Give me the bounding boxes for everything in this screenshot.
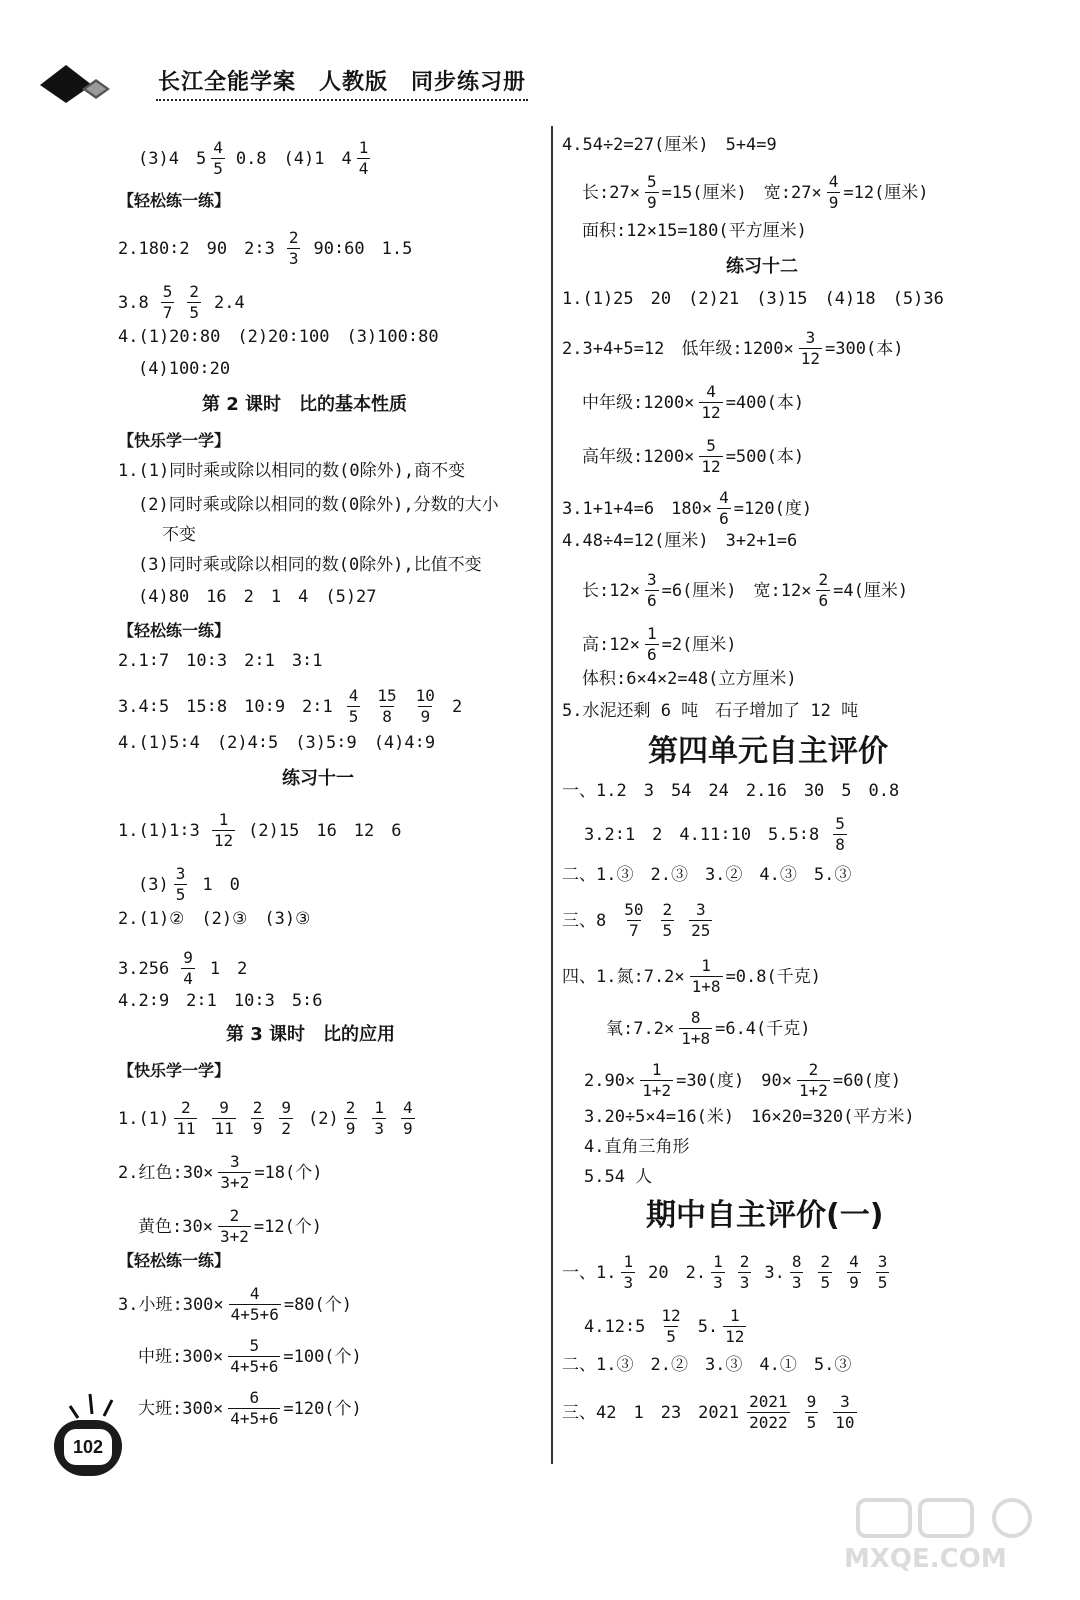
fraction: $\frac{4}{9}$ bbox=[403, 1098, 413, 1138]
unit-title: 第四单元自主评价 bbox=[648, 734, 888, 769]
fraction: $\frac{4}{9}$ bbox=[828, 172, 839, 212]
fraction: $\frac{1}{3}$ bbox=[713, 1252, 723, 1292]
header-title: 长江全能学案 人教版 同步练习册 bbox=[158, 69, 527, 95]
answer-line: 2.3+4+5=12 低年级:1200× $\frac{3}{12}$ =300(本) bbox=[562, 328, 904, 368]
fraction: $\frac{5}{12}$ bbox=[701, 436, 721, 476]
unit-title: 期中自主评价(一) bbox=[646, 1198, 884, 1233]
page-number-badge bbox=[42, 1390, 132, 1490]
fraction: $\frac{3}{5}$ bbox=[877, 1252, 888, 1292]
book-logo-icon bbox=[38, 63, 118, 105]
watermark-text: MXQE.COM bbox=[844, 1544, 1007, 1574]
answer-line: (3) $\frac{3}{5}$ 1 0 bbox=[138, 864, 240, 904]
answer-line: (2)同时乘或除以相同的数(0除外),分数的大小 bbox=[138, 495, 499, 515]
fraction: $\frac{50}{7}$ bbox=[624, 900, 644, 940]
fraction: $\frac{1}{6}$ bbox=[646, 624, 657, 664]
section-heading: 第 3 课时 比的应用 bbox=[226, 1024, 396, 1045]
header-divider bbox=[156, 99, 528, 101]
fraction: $\frac{2}{5}$ bbox=[662, 900, 673, 940]
fraction: $\frac{2}{3}$ bbox=[288, 228, 299, 268]
fraction: $\frac{9}{4}$ bbox=[183, 948, 193, 988]
answer-line: 1.(1)同时乘或除以相同的数(0除外),商不变 bbox=[118, 461, 466, 481]
fraction: $\frac{3}{10}$ bbox=[835, 1392, 855, 1432]
fraction: $\frac{10}{9}$ bbox=[415, 686, 435, 726]
answer-line: 4.(1)5∶4 (2)4∶5 (3)5∶9 (4)4∶9 bbox=[118, 733, 436, 753]
section-tag: 【轻松练一练】 bbox=[118, 1251, 231, 1270]
fraction: $\frac{6}{4+5+6}$ bbox=[230, 1388, 279, 1428]
answer-line: 不变 bbox=[162, 525, 196, 545]
answer-line: 4.直角三角形 bbox=[584, 1137, 690, 1157]
fraction: $\frac{1}{12}$ bbox=[213, 810, 234, 850]
fraction: $\frac{1}{4}$ bbox=[358, 138, 369, 178]
section-tag: 【快乐学一学】 bbox=[118, 431, 231, 450]
answer-line: (3)同时乘或除以相同的数(0除外),比值不变 bbox=[138, 555, 482, 575]
answer-line: 5.水泥还剩 6 吨 石子增加了 12 吨 bbox=[562, 701, 859, 721]
answer-line: 三、8 $\frac{50}{7}$ $\frac{2}{5}$ $\frac{3}{25}$ bbox=[562, 900, 711, 940]
page-number: 102 bbox=[64, 1429, 112, 1465]
fraction: $\frac{2}{3+2}$ bbox=[219, 1206, 249, 1246]
fraction: $\frac{3}{25}$ bbox=[691, 900, 711, 940]
answer-line: 4.(1)20∶80 (2)20∶100 (3)100∶80 bbox=[118, 327, 439, 347]
fraction: $\frac{5}{9}$ bbox=[646, 172, 657, 212]
answer-line: 二、1.③ 2.③ 3.② 4.③ 5.③ bbox=[562, 865, 852, 885]
fraction: $\frac{4}{12}$ bbox=[701, 382, 721, 422]
fraction: $\frac{2}{1+2}$ bbox=[798, 1060, 828, 1100]
section-heading: 练习十一 bbox=[282, 768, 354, 789]
answer-line: 大班:300× $\frac{6}{4+5+6}$ =120(个) bbox=[138, 1388, 362, 1428]
fraction: $\frac{2}{5}$ bbox=[189, 282, 199, 322]
fraction: $\frac{1}{1+2}$ bbox=[642, 1060, 672, 1100]
fraction: $\frac{5}{7}$ bbox=[162, 282, 173, 322]
fraction: $\frac{4}{9}$ bbox=[849, 1252, 859, 1292]
answer-line: 1.(1)1∶3 $\frac{1}{12}$ (2)15 16 12 6 bbox=[118, 810, 402, 850]
answer-line: 中班:300× $\frac{5}{4+5+6}$ =100(个) bbox=[138, 1336, 362, 1376]
column-divider bbox=[551, 126, 553, 1464]
fraction: $\frac{4}{5}$ bbox=[348, 686, 359, 726]
fraction: $\frac{3}{5}$ bbox=[175, 864, 186, 904]
answer-line: 3.4∶5 15∶8 10∶9 2∶1 $\frac{4}{5}$ $\frac{15}{8}$ $\frac{10}{9}$ 2 bbox=[118, 686, 463, 726]
answer-line: 高:12× $\frac{1}{6}$ =2(厘米) bbox=[582, 624, 737, 664]
section-heading: 练习十二 bbox=[726, 256, 798, 277]
answer-line: 3.8 $\frac{5}{7}$ $\frac{2}{5}$ 2.4 bbox=[118, 282, 245, 322]
fraction: $\frac{9}{2}$ bbox=[281, 1098, 291, 1138]
answer-line: 1.(1) $\frac{2}{11}$ $\frac{9}{11}$ $\frac{2}{9}$ $\frac{9}{2}$ (2) $\frac{2}{9}$ $\frac{1}{3}$ $\frac{4}{9}$ bbox=[118, 1098, 413, 1138]
answer-line: 1.(1)25 20 (2)21 (3)15 (4)18 (5)36 bbox=[562, 289, 944, 309]
section-tag: 【轻松练一练】 bbox=[118, 621, 231, 640]
watermark-logo-icon bbox=[854, 1494, 1044, 1540]
answer-line: 二、1.③ 2.② 3.③ 4.① 5.③ bbox=[562, 1355, 852, 1375]
answer-line: 2.180∶2 90 2∶3 $\frac{2}{3}$ 90∶60 1.5 bbox=[118, 228, 413, 268]
section-tag: 【轻松练一练】 bbox=[118, 191, 231, 210]
fraction: $\frac{2}{9}$ bbox=[345, 1098, 356, 1138]
answer-line: 中年级:1200× $\frac{4}{12}$ =400(本) bbox=[582, 382, 805, 422]
answer-line: 3.20÷5×4=16(米) 16×20=320(平方米) bbox=[584, 1107, 915, 1127]
answer-line: (3)4 5 $\frac{4}{5}$ 0.8 (4)1 4 $\frac{1}{4}$ bbox=[138, 138, 369, 178]
fraction: $\frac{2}{5}$ bbox=[820, 1252, 831, 1292]
fraction: $\frac{8}{3}$ bbox=[791, 1252, 802, 1292]
answer-line: 4.48÷4=12(厘米) 3+2+1=6 bbox=[562, 531, 798, 551]
fraction: $\frac{4}{4+5+6}$ bbox=[230, 1284, 279, 1324]
fraction: $\frac{2021}{2022}$ bbox=[749, 1392, 788, 1432]
fraction: $\frac{1}{3}$ bbox=[374, 1098, 384, 1138]
page-header bbox=[38, 55, 527, 105]
answer-line: 5.54 人 bbox=[584, 1167, 653, 1187]
answer-line: 2.1∶7 10∶3 2∶1 3∶1 bbox=[118, 651, 323, 671]
answer-line: 氧:7.2× $\frac{8}{1+8}$ =6.4(千克) bbox=[606, 1008, 811, 1048]
answer-line: 黄色:30× $\frac{2}{3+2}$ =12(个) bbox=[138, 1206, 323, 1246]
fraction: $\frac{15}{8}$ bbox=[377, 686, 397, 726]
fraction: $\frac{12}{5}$ bbox=[661, 1306, 681, 1346]
answer-line: 一、1.2 3 54 24 2.16 30 5 0.8 bbox=[562, 781, 900, 801]
sparkle-icon bbox=[62, 1390, 122, 1424]
fraction: $\frac{2}{11}$ bbox=[176, 1098, 196, 1138]
answer-line: 3.256 $\frac{9}{4}$ 1 2 bbox=[118, 948, 248, 988]
answer-line: 三、42 1 23 2021 $\frac{2021}{2022}$ $\frac{9}{5}$ $\frac{3}{10}$ bbox=[562, 1392, 855, 1432]
answer-line: (4)80 16 2 1 4 (5)27 bbox=[138, 587, 377, 607]
answer-line: 4.54÷2=27(厘米) 5+4=9 bbox=[562, 135, 777, 155]
fraction: $\frac{2}{3}$ bbox=[739, 1252, 750, 1292]
answer-line: 2.(1)② (2)③ (3)③ bbox=[118, 909, 311, 929]
section-heading: 第 2 课时 比的基本性质 bbox=[202, 394, 408, 415]
fraction: $\frac{5}{8}$ bbox=[835, 814, 845, 854]
fraction: $\frac{3}{12}$ bbox=[800, 328, 821, 368]
fraction: $\frac{4}{5}$ bbox=[213, 138, 223, 178]
answer-line: 长:27× $\frac{5}{9}$ =15(厘米) 宽:27× $\frac{4}{9}$ =12(厘米) bbox=[582, 172, 929, 212]
answer-line: 3.小班:300× $\frac{4}{4+5+6}$ =80(个) bbox=[118, 1284, 353, 1324]
answer-line: 面积:12×15=180(平方厘米) bbox=[582, 221, 807, 241]
watermark bbox=[844, 1494, 1054, 1574]
answer-line: 4.2∶9 2∶1 10∶3 5∶6 bbox=[118, 991, 323, 1011]
answer-line: 4.12∶5 $\frac{12}{5}$ 5. $\frac{1}{12}$ bbox=[584, 1306, 745, 1346]
answer-line: 高年级:1200× $\frac{5}{12}$ =500(本) bbox=[582, 436, 805, 476]
fraction: $\frac{2}{6}$ bbox=[818, 570, 829, 610]
answer-line: 体积:6×4×2=48(立方厘米) bbox=[582, 669, 797, 689]
fraction: $\frac{5}{4+5+6}$ bbox=[230, 1336, 279, 1376]
answer-line: 一、1. $\frac{1}{3}$ 20 2. $\frac{1}{3}$ $\frac{2}{3}$ 3. $\frac{8}{3}$ $\frac{2}{5}$ $\frac{4}{9}$ $\frac{3}{5}$ bbox=[562, 1252, 888, 1292]
answer-line: 3.2∶1 2 4.11∶10 5.5∶8 $\frac{5}{8}$ bbox=[584, 814, 845, 854]
fraction: $\frac{1}{12}$ bbox=[725, 1306, 745, 1346]
section-tag: 【快乐学一学】 bbox=[118, 1061, 231, 1080]
answer-line: 四、1.氮:7.2× $\frac{1}{1+8}$ =0.8(千克) bbox=[562, 956, 821, 996]
fraction: $\frac{2}{9}$ bbox=[252, 1098, 263, 1138]
answer-line: 2.90× $\frac{1}{1+2}$ =30(度) 90× $\frac{2}{1+2}$ =60(度) bbox=[584, 1060, 902, 1100]
fraction: $\frac{8}{1+8}$ bbox=[681, 1008, 711, 1048]
answer-line: 长:12× $\frac{3}{6}$ =6(厘米) 宽:12× $\frac{2}{6}$ =4(厘米) bbox=[582, 570, 909, 610]
fraction: $\frac{3}{6}$ bbox=[646, 570, 657, 610]
answer-line: (4)100∶20 bbox=[138, 359, 231, 379]
fraction: $\frac{9}{5}$ bbox=[806, 1392, 817, 1432]
fraction: $\frac{1}{3}$ bbox=[623, 1252, 634, 1292]
fraction: $\frac{9}{11}$ bbox=[214, 1098, 234, 1138]
fraction: $\frac{1}{1+8}$ bbox=[691, 956, 721, 996]
answer-line: 3.1+1+4=6 180× $\frac{4}{6}$ =120(度) bbox=[562, 488, 813, 528]
fraction: $\frac{3}{3+2}$ bbox=[220, 1152, 250, 1192]
fraction: $\frac{4}{6}$ bbox=[719, 488, 729, 528]
answer-line: 2.红色:30× $\frac{3}{3+2}$ =18(个) bbox=[118, 1152, 323, 1192]
